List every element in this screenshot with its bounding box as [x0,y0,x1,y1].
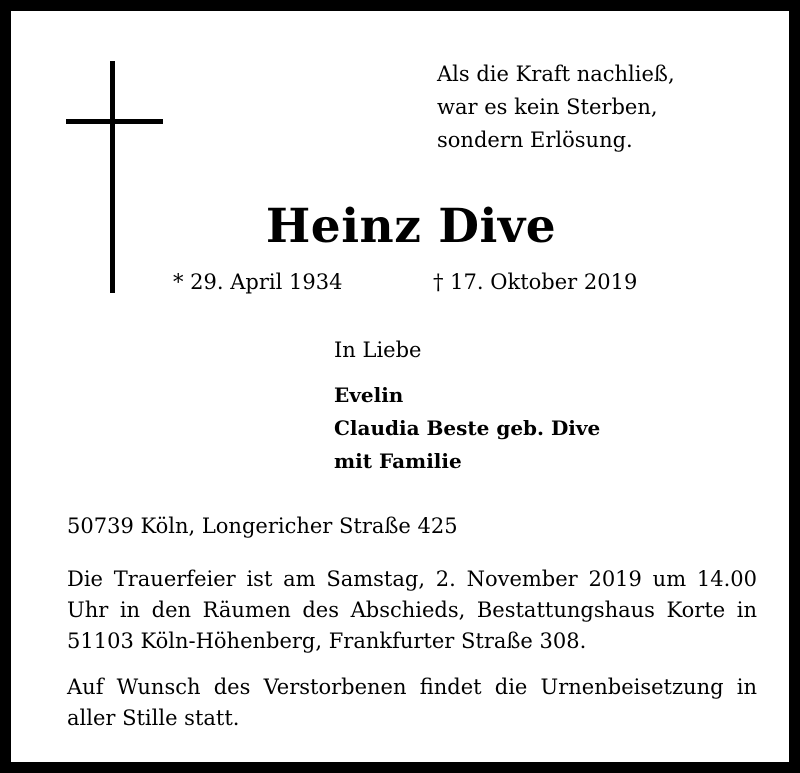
mourner-line: mit Familie [334,449,462,473]
love-text: In Liebe [334,338,422,362]
funeral-info: Die Trauerfeier ist am Samstag, 2. November 2019 um 14.00 Uhr in den Räumen des Abschieds, Bestattungshaus Korte in 51103 Köln-Höhenberg, Frankfurter Straße 308. [67,567,757,653]
quote-line: Als die Kraft nachließ, [437,62,675,86]
birth-date: * 29. April 1934 [173,270,343,294]
death-date: † 17. Oktober 2019 [433,270,638,294]
mourners [334,379,600,478]
quote-line: war es kein Sterben, [437,95,658,119]
mourner-line: Claudia Beste geb. Dive [334,416,601,440]
urn-info: Auf Wunsch des Verstorbenen findet die Urnenbeisetzung in aller Stille statt. [67,675,757,730]
deceased-name: Heinz Dive [265,199,557,254]
address: 50739 Köln, Longericher Straße 425 [67,514,458,538]
mourner-line: Evelin [334,383,404,407]
quote-line: sondern Erlösung. [437,128,633,152]
quote [437,58,675,157]
